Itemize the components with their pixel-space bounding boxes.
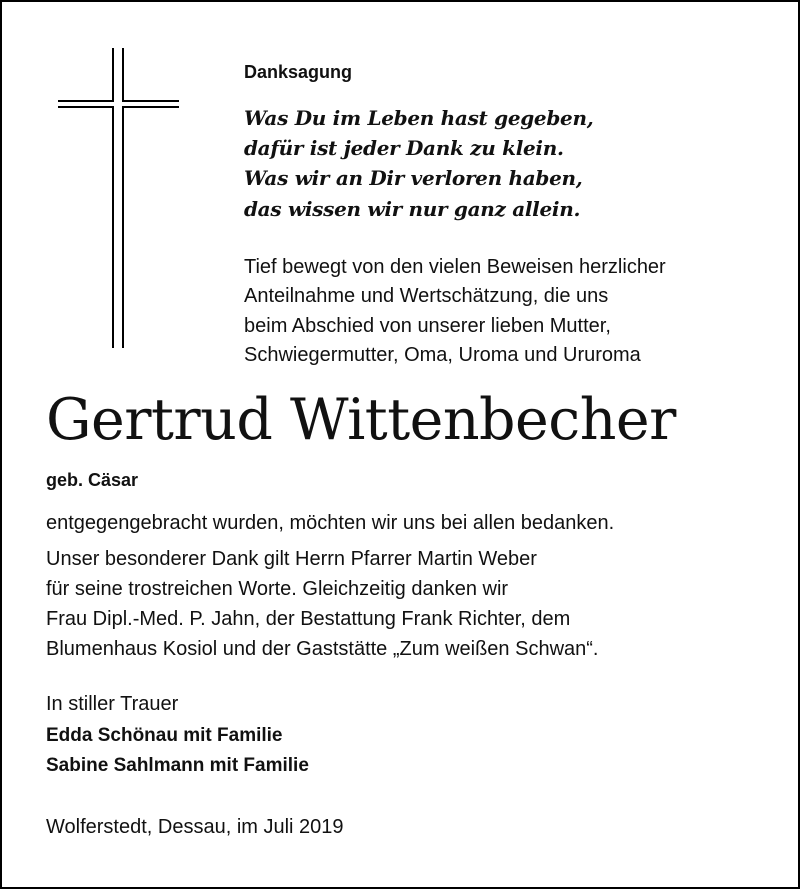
poem-line: Was Du im Leben hast gegeben, xyxy=(244,106,594,130)
intro-line: Schwiegermutter, Oma, Uroma und Ururoma xyxy=(244,344,641,366)
thanks-line: Frau Dipl.-Med. P. Jahn, der Bestattung Frank Richter, dem xyxy=(46,608,571,630)
poem-line: Was wir an Dir verloren haben, xyxy=(244,166,583,190)
intro-line: Tief bewegt von den vielen Beweisen herzlicher xyxy=(244,256,666,278)
poem-line: das wissen wir nur ganz allein. xyxy=(244,197,581,221)
cross-joint xyxy=(114,100,122,108)
mourning-text: In stiller Trauer xyxy=(46,693,179,715)
intro-line: beim Abschied von unserer lieben Mutter, xyxy=(244,315,611,337)
thanks-line: Blumenhaus Kosiol und der Gaststätte „Zum weißen Schwan“. xyxy=(46,638,599,660)
place-date: Wolferstedt, Dessau, im Juli 2019 xyxy=(46,816,344,838)
heading: Danksagung xyxy=(244,62,353,82)
deceased-name: Gertrud Wittenbecher xyxy=(46,387,676,453)
cross-icon xyxy=(112,48,124,348)
signature: Sabine Sahlmann mit Familie xyxy=(46,755,309,776)
poem-line: dafür ist jeder Dank zu klein. xyxy=(244,136,564,160)
birth-name: geb. Cäsar xyxy=(46,470,139,490)
thanks-line: Unser besonderer Dank gilt Herrn Pfarrer Martin Weber xyxy=(46,548,537,570)
signature: Edda Schönau mit Familie xyxy=(46,725,283,746)
thanks-line: entgegengebracht wurden, möchten wir uns bei allen bedanken. xyxy=(46,512,615,534)
intro-line: Anteilnahme und Wertschätzung, die uns xyxy=(244,285,609,307)
thanks-line: für seine trostreichen Worte. Gleichzeitig danken wir xyxy=(46,578,509,600)
